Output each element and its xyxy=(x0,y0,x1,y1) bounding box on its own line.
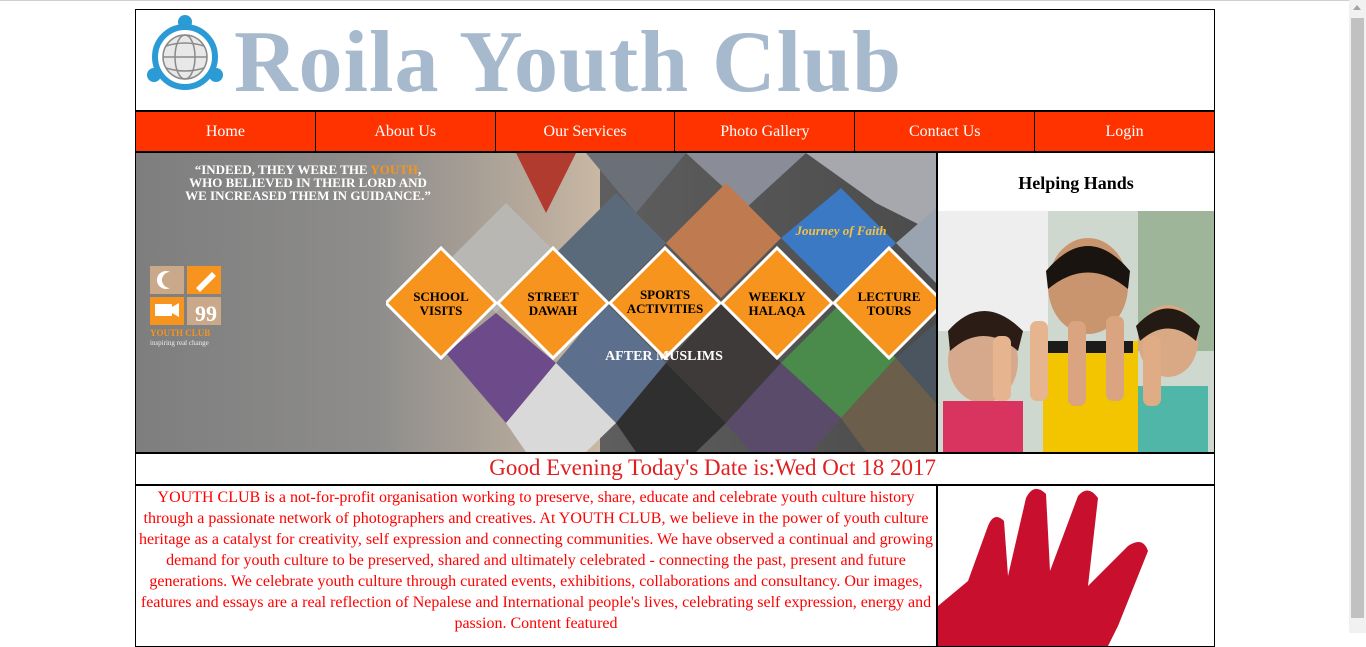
globe-people-logo-icon xyxy=(145,13,225,97)
vertical-scrollbar[interactable] xyxy=(1349,0,1366,633)
quote-highlight: YOUTH xyxy=(370,162,419,177)
tile-sports-activities-line2: ACTIVITIES xyxy=(626,301,704,316)
red-handprint-icon xyxy=(938,486,1214,646)
collage-photo-1 xyxy=(516,153,576,213)
greeting-date-bar xyxy=(135,453,1215,485)
greeting-date-text: Good Evening Today's Date is:Wed Oct 18 2017 xyxy=(489,455,936,480)
nav-about-us[interactable]: About Us xyxy=(316,112,496,151)
tile-weekly-halaqa-line2: HALAQA xyxy=(748,303,806,318)
quote-part-1: “INDEED, THEY WERE THE xyxy=(194,162,371,177)
nav-login[interactable]: Login xyxy=(1105,122,1144,140)
helping-hands-photo xyxy=(938,211,1214,452)
tile-sports-activities-line1: SPORTS xyxy=(639,287,691,302)
nav-contact-us[interactable]: Contact Us xyxy=(855,112,1035,151)
club-logo-caption: YOUTH CLUB xyxy=(150,328,211,338)
about-content xyxy=(135,485,937,647)
after-muslims-text: AFTER MUSLIMS xyxy=(605,349,723,364)
scrollbar-thumb[interactable] xyxy=(1351,18,1364,618)
journey-of-faith-text: Journey of Faith xyxy=(795,223,887,238)
scroll-up-arrow-icon[interactable] xyxy=(1353,5,1361,10)
tile-street-dawah-line2: DAWAH xyxy=(528,303,578,318)
tile-lecture-tours-line2: TOURS xyxy=(866,303,912,318)
site-header xyxy=(135,9,1215,111)
svg-text:99: 99 xyxy=(195,301,217,326)
nav-home[interactable]: Home xyxy=(136,112,316,151)
about-paragraph: YOUTH CLUB is a not-for-profit organisation working to preserve, share, educate and celebrate youth culture history through a passionate network of photographers and creatives. At YOUTH CLUB, we believe in the power of youth culture heritage as a catalyst for creativity, self expression and connecting communities. We have observed a continual and growing demand for youth culture to be preserved, shared and ultimately celebrated - connecting the past, present and future generations. We celebrate youth culture through curated events, exhibitions, collaborations and consultancy. Our images, features and essays are a real reflection of Nepalese and International people's lives, celebrating self expression, energy and passion. Content featured xyxy=(139,489,933,632)
top-border-line xyxy=(0,0,1349,1)
quote-part-2: , WHO BELIEVED IN THEIR LORD AND WE INCREASED THEM IN GUIDANCE.” xyxy=(185,162,431,203)
hero-banner xyxy=(135,152,937,453)
helping-hands-panel xyxy=(937,152,1215,453)
collage-photo-2 xyxy=(586,153,686,213)
nav-our-services[interactable]: Our Services xyxy=(496,112,676,151)
site-title: Roila Youth Club xyxy=(234,14,903,111)
tile-school-visits-line2: VISITS xyxy=(419,303,463,318)
helping-hands-title: Helping Hands xyxy=(1018,173,1134,193)
main-navigation xyxy=(135,111,1215,152)
tile-weekly-halaqa-line1: WEEKLY xyxy=(748,289,806,304)
nav-photo-gallery[interactable]: Photo Gallery xyxy=(675,112,855,151)
handprint-panel xyxy=(937,485,1215,647)
tile-street-dawah-line1: STREET xyxy=(527,289,579,304)
tile-school-visits-line1: SCHOOL xyxy=(413,289,469,304)
tile-lecture-tours-line1: LECTURE xyxy=(857,289,921,304)
collage-photo-3 xyxy=(686,153,806,208)
services-collage xyxy=(386,153,936,452)
club-logo-tagline: inspiring real change xyxy=(150,339,209,347)
